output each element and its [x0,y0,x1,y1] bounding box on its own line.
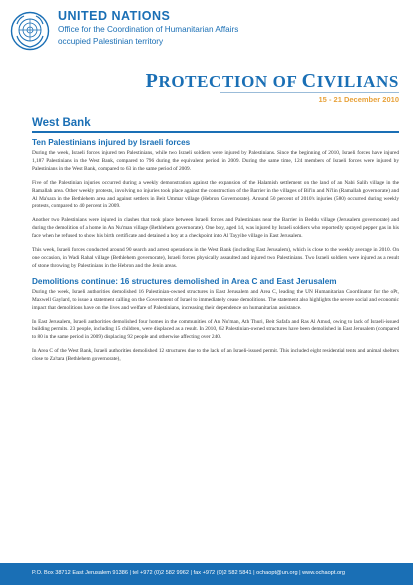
paragraph: Five of the Palestinian injuries occurred during a weekly demonstration against the expansion of the Halamish settlement on the land of an Nabi Salih village in the Ramallah area. Other weekly protests, involving no injuries took place against the construction of the Barrier in the villages of Bil'in and Ni'lin (Ramallah governorate) and Al Ma'sara in the Bethlehem area and against settlers in Beit Ummar village (Hebron Governorate). Around 50 percent of 2010's injuries (580) occurred during weekly protests, compared to 40 percent in 2009. [32,179,399,210]
organization-block [58,10,358,47]
subheading: Demolitions continue: 16 structures demolished in Area C and East Jerusalem [32,276,337,286]
paragraph: Another two Palestinians were injured in clashes that took place between Israeli forces and Palestinians near the Barrier in Beddu village (Jerusalem governorate) and during the demolition of a home in An Nu'man village (Bethlehem governorate). One boy, aged 14, was injured by Israeli soldiers who reportedly sprayed pepper gas in his face when he refused to show his birth certificate and detained a boy at a checkpoint into Al Tayyibe village in East Jerusalem. [32,217,399,240]
office-name: Office for the Coordination of Humanitarian Affairs [58,25,239,34]
report-title: PROTECTION OF CIVILIANS [145,70,399,92]
paragraph: During the week, Israeli authorities demolished 16 Palestinian-owned structures in East Jerusalem and Area C, leading the UN Humanitarian Coordinator for the oPt, Maxwell Gaylard, to issue a statement calling on the Government of Israel to immediately cease demolitions. The statement also highlights the severe social and economic impact that demolitions have on the lives and welfare of Palestinians, increasing their dependence on humanitarian assistance. [32,288,399,311]
footer-contact: P.O. Box 38712 East Jerusalem 91386 | tel +972 (0)2 582 9962 | fax +972 (0)2 582 5841 | ochaopt@un.org | www.ochaopt.org [32,570,346,576]
territory-name: occupied Palestinian territory [58,37,164,46]
page-footer [0,563,413,585]
organization-name: UNITED NATIONS [58,9,171,23]
date-band [220,95,399,106]
page-header [0,0,413,70]
report-date: 15 - 21 December 2010 [318,95,399,104]
section-title: West Bank [32,117,91,129]
paragraph: In Area C of the West Bank, Israeli authorities demolished 12 structures due to the lack of an Israeli-issued permit. This included eight residential tents and animal shelters close to Za'tara (Bethlehem governorate), [32,348,399,363]
report-body [32,136,399,370]
section-divider [32,131,399,133]
subheading: Ten Palestinians injured by Israeli forces [32,138,191,147]
paragraph: During the week, Israeli forces injured ten Palestinians, while two Israeli soldiers were injured by Palestinians. Since the beginning of 2010, Israeli forces have injured 1,187 Palestinians in the West Bank, compared to 796 during the equivalent period in 2009. During the same time, 124 members of Israeli forces were injured by Palestinians in the West Bank, compared to 63 in the same period of 2009. [32,150,399,172]
un-emblem-icon [10,11,50,51]
paragraph: In East Jerusalem, Israeli authorities demolished four homes in the communities of An Nu'man, Ath Thuri, Beit Safafa and Ras Al Amud, owing to lack of Israeli-issued building permits. 23 people, including 15 children, were displaced as a result. In 2010, 62 Palestinian-owned structures have been demolished in East Jerusalem (compared to 80 in the same period in 2009) displacing 92 people and otherwise affecting over 240. [32,318,399,341]
paragraph: This week, Israeli forces conducted around 90 search and arrest operations in the West Bank (including East Jerusalem), which is close to the weekly average in 2010. On one occasion, in Wadi Rahal village (Bethlehem governorate), Israeli forces physically assaulted and injured two Palestinians. Two Israeli soldiers were injured as a result of stone throwing by Palestinians in the Hebron and the Jenin areas. [32,247,399,269]
title-divider [220,92,399,93]
